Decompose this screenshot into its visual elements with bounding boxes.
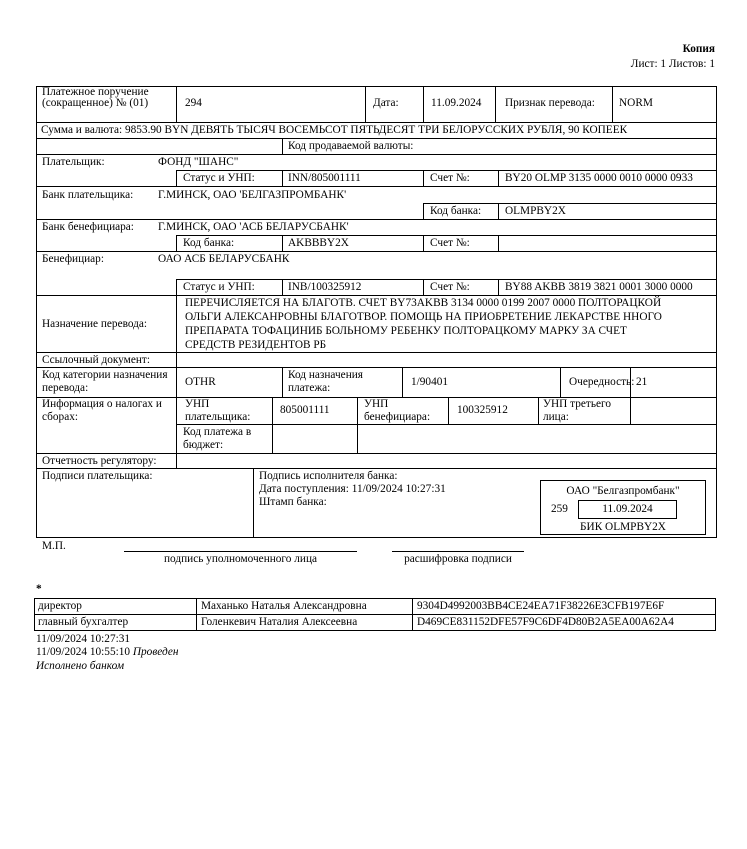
payer-unp: 805001111: [280, 404, 330, 416]
order-number: 294: [185, 97, 202, 109]
signer-role: директор: [38, 600, 82, 612]
stamp-number: 259: [551, 503, 568, 515]
copy-label: Копия: [682, 43, 715, 55]
signer-hash: 9304D4992003BB4CE24EA71F38226E3CFB197E6F: [417, 600, 665, 612]
order-date: 11.09.2024: [431, 97, 482, 109]
signer-name: Маханько Наталья Александровна: [201, 600, 367, 612]
stamp-label: Штамп банка:: [259, 496, 327, 508]
auth-signature-caption: подпись уполномоченного лица: [163, 553, 317, 565]
purpose-line-4: СРЕДСТВ РЕЗИДЕНТОВ РБ: [185, 339, 327, 351]
beneficiary-unp: 100325912: [457, 404, 508, 416]
payer-name: ФОНД "ШАНС": [158, 156, 239, 168]
amount-label: Сумма и валюта:: [41, 124, 123, 136]
payer-status-label: Статус и УНП:: [183, 172, 255, 184]
payer-bank-code: OLMPBY2X: [505, 205, 566, 217]
beneficiary-bank-code: AKBBBY2X: [288, 237, 349, 249]
payer-status: INN/805001111: [288, 172, 361, 184]
payment-code: 1/90401: [411, 376, 449, 388]
payer-bank-label: Банк плательщика:: [42, 189, 134, 201]
beneficiary-unp-label: УНП бенефициара:: [364, 398, 431, 423]
third-party-unp-label: УНП третьего лица:: [543, 398, 611, 423]
taxes-label: Информация о налогах и сборах:: [42, 398, 162, 423]
beneficiary-label: Бенефициар:: [42, 253, 104, 265]
beneficiary-name: ОАО АСБ БЕЛАРУСБАНК: [158, 253, 290, 265]
payer-account: BY20 OLMP 3135 0000 0010 0000 0933: [505, 172, 693, 184]
purpose-line-2: ОЛЬГИ АЛЕКСАНРОВНЫ БЛАГОТВОР. ПОМОЩЬ НА ПРИОБРЕТЕНИЕ ЛЕКАРСТВЕ ННОГО: [185, 311, 662, 323]
sheet-info: Лист: 1 Листов: 1: [630, 58, 715, 70]
decode-signature-line: [392, 551, 524, 552]
signer-role: главный бухгалтер: [38, 616, 129, 628]
auth-signature-line: [124, 551, 357, 552]
mp-label: М.П.: [42, 540, 66, 552]
payer-bank-name: Г.МИНСК, ОАО 'БЕЛГАЗПРОМБАНК': [158, 189, 347, 201]
order-title: Платежное поручение (сокращенное) № (01): [42, 86, 149, 109]
log-entry-2-status: Проведен: [132, 646, 179, 658]
beneficiary-bank-code-label: Код банка:: [183, 237, 235, 249]
sold-currency-label: Код продаваемой валюты:: [288, 140, 414, 152]
priority-label: Очередность:: [569, 376, 635, 388]
amount-row: [41, 124, 627, 137]
beneficiary-bank-account-label: Счет №:: [430, 237, 470, 249]
log-entry-2: [36, 646, 178, 659]
stamp-bank-name: ОАО "Белгазпромбанк": [566, 485, 680, 497]
beneficiary-bank-label: Банк бенефициара:: [42, 221, 134, 233]
beneficiary-status: INB/100325912: [288, 281, 362, 293]
payer-label: Плательщик:: [42, 156, 105, 168]
transfer-sign-label: Признак перевода:: [505, 97, 595, 109]
payer-unp-label: УНП плательщика:: [185, 398, 251, 423]
beneficiary-account: BY88 AKBB 3819 3821 0001 3000 0000: [505, 281, 693, 293]
purpose-line-1: ПЕРЕЧИСЛЯЕТСЯ НА БЛАГОТВ. СЧЕТ BY73AKBB 3134 0000 0199 2007 0000 ПОЛТОРАЦКОЙ: [185, 297, 662, 309]
decode-signature-caption: расшифровка подписи: [404, 553, 512, 565]
purpose-label: Назначение перевода:: [42, 318, 148, 330]
date-label: Дата:: [373, 97, 399, 109]
category-label: Код категории назначения перевода:: [42, 369, 168, 394]
log-entry-1: 11/09/2024 10:27:31: [36, 633, 131, 645]
payer-bank-code-label: Код банка:: [430, 205, 482, 217]
signer-name: Голенкевич Наталия Алексеевна: [201, 616, 358, 628]
payer-signatures-label: Подписи плательщика:: [42, 470, 153, 482]
regulator-label: Отчетность регулятору:: [42, 455, 157, 467]
beneficiary-bank-name: Г.МИНСК, ОАО 'АСБ БЕЛАРУСБАНК': [158, 221, 349, 233]
signer-hash: D469CE831152DFE57F9C6DF4D80B2A5EA00A62A4: [417, 616, 674, 628]
purpose-line-3: ПРЕПАРАТА ТОФАЦИНИБ БОЛЬНОМУ РЕБЕНКУ ПОЛТОРАЦКОМУ МАРКУ ЗА СЧЕТ: [185, 325, 627, 337]
amount-value: 9853.90 BYN ДЕВЯТЬ ТЫСЯЧ ВОСЕМЬСОТ ПЯТЬДЕСЯТ ТРИ БЕЛОРУССКИХ РУБЛЯ, 90 КОПЕЕК: [124, 124, 628, 136]
beneficiary-status-label: Статус и УНП:: [183, 281, 255, 293]
beneficiary-account-label: Счет №:: [430, 281, 470, 293]
budget-code-label: Код платежа в бюджет:: [183, 426, 252, 451]
payment-code-label: Код назначения платежа:: [288, 369, 363, 394]
priority-value: 21: [636, 376, 648, 388]
stamp-bik: БИК OLMPBY2X: [580, 521, 666, 533]
log-entry-3: Исполнено банком: [36, 660, 125, 672]
receipt-date: Дата поступления: 11/09/2024 10:27:31: [259, 483, 446, 495]
transfer-sign: NORM: [619, 97, 653, 109]
category-value: OTHR: [185, 376, 216, 388]
stamp-date: 11.09.2024: [602, 503, 653, 515]
log-entry-2-time: 11/09/2024 10:55:10: [36, 646, 131, 658]
reference-label: Ссылочный документ:: [42, 354, 150, 366]
asterisk-mark: *: [36, 583, 42, 595]
executor-signature-label: Подпись исполнителя банка:: [259, 470, 398, 482]
payer-account-label: Счет №:: [430, 172, 470, 184]
